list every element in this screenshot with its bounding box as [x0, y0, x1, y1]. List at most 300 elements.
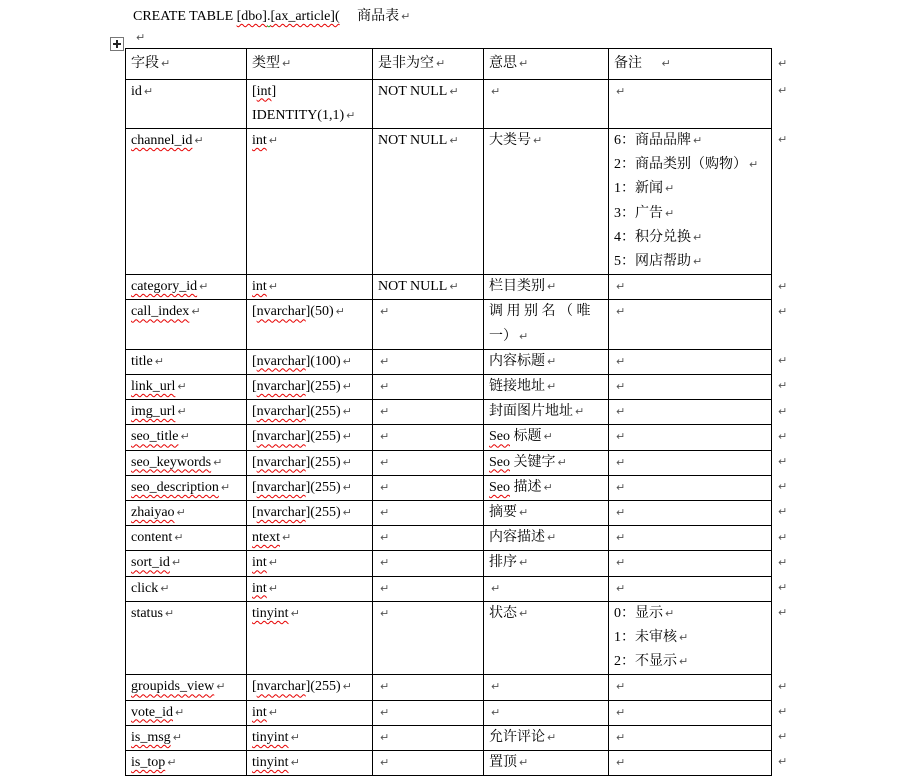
cell-type — [247, 128, 373, 274]
cell-end-mark-icon: ↵ — [491, 84, 501, 98]
table-row — [126, 349, 788, 374]
row-end-mark-icon: ↵ — [778, 530, 788, 544]
cell-end-mark-icon: ↵ — [342, 379, 352, 393]
cell-meaning — [484, 750, 609, 775]
cell-end-mark-icon: ↵ — [547, 730, 557, 744]
cell-paragraph — [614, 577, 766, 601]
row-end-mark-icon: ↵ — [778, 606, 788, 620]
row-end-mark-icon: ↵ — [778, 730, 788, 744]
cell-end-mark-icon: ↵ — [533, 133, 543, 147]
cell-end-mark-icon: ↵ — [342, 430, 352, 444]
cell-meaning — [484, 425, 609, 450]
row-end-mark-icon: ↵ — [778, 429, 788, 443]
header-cell-nullable — [373, 49, 484, 80]
text-segment: int — [256, 83, 272, 99]
cell-paragraph — [489, 726, 603, 750]
cell-paragraph — [614, 602, 766, 626]
cell-paragraph — [378, 350, 478, 374]
row-end-mark — [772, 500, 788, 525]
cell-paragraph — [131, 526, 241, 550]
cell-end-mark-icon: ↵ — [519, 755, 529, 769]
cell-end-mark-icon: ↵ — [519, 556, 529, 570]
cell-paragraph — [252, 577, 367, 601]
row-end-mark — [772, 526, 788, 551]
cell-paragraph — [252, 275, 367, 299]
text-segment: zhaiyao — [131, 504, 175, 520]
row-end-mark-icon: ↵ — [778, 455, 788, 469]
cell-end-mark-icon: ↵ — [268, 581, 278, 595]
table-row — [126, 551, 788, 576]
cell-field — [126, 374, 247, 399]
cell-end-mark-icon: ↵ — [491, 680, 501, 694]
cell-paragraph — [614, 400, 766, 424]
field-definition-table — [125, 48, 788, 776]
header-cell-meaning — [484, 49, 609, 80]
cell-paragraph — [489, 602, 603, 626]
text-segment: nvarchar — [256, 454, 306, 470]
text-segment: 商品表 — [339, 9, 400, 24]
cell-end-mark-icon: ↵ — [290, 755, 300, 769]
text-segment: 1：新闻 — [614, 181, 663, 197]
cell-paragraph — [614, 177, 766, 201]
cell-end-mark-icon: ↵ — [519, 57, 529, 70]
cell-paragraph — [489, 526, 603, 550]
cell-remark — [609, 349, 772, 374]
text-segment: 5：网店帮助 — [614, 253, 691, 269]
text-segment: [ — [252, 479, 257, 495]
cell-end-mark-icon: ↵ — [342, 405, 352, 419]
cell-end-mark-icon: ↵ — [180, 430, 190, 444]
row-end-mark-icon: ↵ — [778, 679, 788, 693]
cell-paragraph — [378, 300, 478, 324]
cell-paragraph — [489, 425, 603, 449]
cell-paragraph — [614, 501, 766, 525]
text-segment: 6：商品品牌 — [614, 132, 691, 148]
cell-end-mark-icon: ↵ — [380, 680, 390, 694]
cell-type — [247, 526, 373, 551]
table-row — [126, 576, 788, 601]
text-segment: 状态 — [489, 605, 517, 621]
cell-end-mark-icon: ↵ — [380, 755, 390, 769]
cell-nullable — [373, 450, 484, 475]
cell-paragraph — [252, 701, 367, 725]
row-end-mark — [772, 601, 788, 675]
cell-end-mark-icon: ↵ — [380, 430, 390, 444]
row-end-mark — [772, 374, 788, 399]
cell-paragraph — [378, 425, 478, 449]
text-segment: tinyint — [252, 729, 289, 745]
cell-meaning — [484, 576, 609, 601]
cell-paragraph — [131, 425, 241, 449]
cell-paragraph — [614, 226, 766, 250]
cell-paragraph — [378, 701, 478, 725]
cell-end-mark-icon: ↵ — [616, 84, 626, 98]
cell-paragraph — [131, 375, 241, 399]
cell-end-mark-icon: ↵ — [220, 480, 231, 494]
text-segment: [ — [252, 429, 257, 445]
paragraph-mark-icon — [134, 28, 145, 46]
text-segment: channel_id — [131, 132, 193, 148]
table-row — [126, 526, 788, 551]
cell-remark — [609, 128, 772, 274]
text-segment: ](255) — [305, 454, 341, 470]
cell-paragraph — [614, 202, 766, 226]
cell-remark — [609, 601, 772, 675]
text-segment: 大类号 — [489, 132, 531, 148]
text-segment: seo_description — [131, 479, 219, 495]
cell-end-mark-icon: ↵ — [175, 705, 185, 719]
table-row — [126, 700, 788, 725]
cell-end-mark-icon: ↵ — [380, 505, 390, 519]
cell-type — [247, 725, 373, 750]
cell-paragraph — [378, 602, 478, 626]
text-segment: Seo — [489, 479, 510, 495]
cell-paragraph — [378, 451, 478, 475]
text-segment: groupids_view — [131, 679, 215, 695]
cell-end-mark-icon: ↵ — [661, 57, 671, 70]
text-segment: [ — [252, 378, 257, 394]
cell-type — [247, 300, 373, 349]
cell-end-mark-icon: ↵ — [290, 730, 300, 744]
cell-remark — [609, 700, 772, 725]
cell-paragraph — [489, 350, 603, 374]
cell-end-mark-icon: ↵ — [616, 354, 626, 368]
cell-end-mark-icon: ↵ — [380, 531, 390, 545]
cell-end-mark-icon: ↵ — [335, 305, 345, 319]
cell-paragraph — [131, 675, 241, 699]
text-segment: [ — [252, 404, 257, 420]
row-end-mark-icon: ↵ — [778, 279, 788, 293]
text-segment: ](50) — [305, 304, 334, 320]
cell-paragraph — [131, 350, 241, 374]
table-row — [126, 425, 788, 450]
cell-end-mark-icon: ↵ — [342, 354, 352, 368]
cell-end-mark-icon: ↵ — [167, 755, 177, 769]
cell-end-mark-icon: ↵ — [177, 405, 187, 419]
cell-end-mark-icon: ↵ — [547, 354, 557, 368]
cell-field — [126, 576, 247, 601]
row-end-mark — [772, 300, 788, 349]
table-row — [126, 275, 788, 300]
cell-end-mark-icon: ↵ — [547, 531, 557, 545]
cell-end-mark-icon: ↵ — [380, 480, 390, 494]
cell-end-mark-icon: ↵ — [174, 531, 184, 545]
cell-field — [126, 79, 247, 128]
cell-remark — [609, 675, 772, 700]
cell-end-mark-icon: ↵ — [491, 705, 501, 719]
table-row — [126, 601, 788, 675]
cell-end-mark-icon: ↵ — [154, 354, 164, 368]
text-segment: [ — [252, 83, 257, 99]
cell-paragraph — [378, 400, 478, 424]
text-segment: 2：不显示 — [614, 654, 677, 670]
row-end-mark-icon: ↵ — [778, 404, 788, 418]
row-end-mark — [772, 349, 788, 374]
cell-paragraph — [614, 153, 766, 177]
text-segment: ](255) — [305, 429, 341, 445]
row-end-mark-icon: ↵ — [778, 755, 788, 769]
cell-type — [247, 500, 373, 525]
text-segment: seo_keywords — [131, 454, 212, 470]
text-segment: 关键字 — [510, 454, 556, 470]
cell-remark — [609, 300, 772, 349]
cell-nullable — [373, 79, 484, 128]
row-end-mark — [772, 475, 788, 500]
cell-paragraph — [252, 300, 367, 324]
cell-field — [126, 425, 247, 450]
cell-paragraph — [614, 250, 766, 274]
cell-paragraph — [614, 129, 766, 153]
cell-field — [126, 700, 247, 725]
cell-paragraph — [614, 425, 766, 449]
cell-paragraph — [378, 49, 478, 79]
text-segment: 标题 — [510, 429, 542, 445]
cell-nullable — [373, 576, 484, 601]
text-segment: 是非为空 — [378, 56, 434, 71]
text-segment: ](100) — [305, 353, 341, 369]
cell-end-mark-icon: ↵ — [268, 705, 278, 719]
cell-end-mark-icon: ↵ — [282, 57, 292, 70]
cell-nullable — [373, 551, 484, 576]
cell-meaning — [484, 601, 609, 675]
text-segment: [dbo] — [236, 9, 267, 24]
row-end-mark-icon: ↵ — [778, 133, 788, 147]
cell-end-mark-icon: ↵ — [616, 531, 626, 545]
cell-paragraph — [252, 80, 367, 128]
text-segment: link_url — [131, 378, 176, 394]
text-segment: [ — [252, 679, 257, 695]
cell-field — [126, 450, 247, 475]
text-segment: CREATE TABLE — [133, 9, 237, 24]
cell-field — [126, 400, 247, 425]
cell-remark — [609, 551, 772, 576]
text-segment: ](255) — [305, 479, 341, 495]
cell-paragraph — [131, 602, 241, 626]
cell-paragraph — [489, 129, 603, 153]
cell-remark — [609, 475, 772, 500]
cell-nullable — [373, 425, 484, 450]
cell-nullable — [373, 475, 484, 500]
cell-nullable — [373, 374, 484, 399]
cell-field — [126, 750, 247, 775]
cell-end-mark-icon: ↵ — [191, 305, 201, 319]
cell-remark — [609, 576, 772, 601]
cell-end-mark-icon: ↵ — [268, 133, 278, 147]
text-segment: is_top — [131, 754, 166, 770]
cell-paragraph — [614, 650, 766, 674]
cell-paragraph — [378, 675, 478, 699]
table-row — [126, 500, 788, 525]
text-segment: 3：广告 — [614, 205, 663, 221]
cell-paragraph — [489, 300, 603, 348]
cell-end-mark-icon: ↵ — [161, 57, 171, 70]
cell-meaning — [484, 500, 609, 525]
cell-paragraph — [489, 551, 603, 575]
cell-end-mark-icon: ↵ — [693, 230, 703, 244]
cell-end-mark-icon: ↵ — [213, 455, 223, 469]
text-segment: int — [252, 132, 267, 148]
row-end-mark — [772, 128, 788, 274]
cell-field — [126, 500, 247, 525]
text-segment: 字段 — [131, 56, 159, 71]
cell-end-mark-icon: ↵ — [616, 505, 626, 519]
table-move-handle-icon[interactable] — [110, 37, 124, 51]
cell-paragraph — [614, 49, 766, 79]
cell-paragraph — [131, 129, 241, 153]
cell-paragraph — [614, 80, 766, 104]
cell-field — [126, 475, 247, 500]
cell-field — [126, 675, 247, 700]
cell-remark — [609, 400, 772, 425]
text-segment: ](255) — [305, 679, 341, 695]
text-segment: 栏目类别 — [489, 279, 545, 295]
cell-end-mark-icon: ↵ — [290, 606, 300, 620]
cell-remark — [609, 374, 772, 399]
text-segment: . — [266, 9, 271, 24]
table-row — [126, 300, 788, 349]
row-end-mark — [772, 700, 788, 725]
cell-paragraph — [489, 375, 603, 399]
cell-nullable — [373, 675, 484, 700]
cell-paragraph — [131, 726, 241, 750]
cell-nullable — [373, 601, 484, 675]
table-row — [126, 450, 788, 475]
cell-paragraph — [252, 350, 367, 374]
cell-meaning — [484, 275, 609, 300]
move-cross-icon — [116, 40, 118, 48]
row-end-mark — [772, 79, 788, 128]
cell-type — [247, 576, 373, 601]
text-segment: int — [252, 704, 267, 720]
table-row — [126, 128, 788, 274]
cell-end-mark-icon: ↵ — [547, 280, 557, 294]
cell-end-mark-icon: ↵ — [449, 84, 459, 98]
cell-end-mark-icon: ↵ — [616, 705, 626, 719]
cell-paragraph — [131, 400, 241, 424]
text-segment: int — [252, 580, 267, 596]
cell-remark — [609, 450, 772, 475]
cell-paragraph — [489, 577, 603, 601]
text-segment: seo_title — [131, 429, 179, 445]
cell-end-mark-icon: ↵ — [380, 354, 390, 368]
cell-paragraph — [131, 300, 241, 324]
cell-paragraph — [252, 751, 367, 775]
cell-field — [126, 526, 247, 551]
cell-end-mark-icon: ↵ — [380, 705, 390, 719]
cell-remark — [609, 750, 772, 775]
text-segment: nvarchar — [256, 353, 306, 369]
cell-remark — [609, 425, 772, 450]
cell-remark — [609, 500, 772, 525]
text-segment: tinyint — [252, 754, 289, 770]
cell-end-mark-icon: ↵ — [342, 505, 352, 519]
table-row — [126, 400, 788, 425]
cell-type — [247, 700, 373, 725]
cell-paragraph — [252, 375, 367, 399]
cell-nullable — [373, 526, 484, 551]
header-cell-field — [126, 49, 247, 80]
cell-end-mark-icon: ↵ — [616, 405, 626, 419]
text-segment: ](255) — [305, 504, 341, 520]
row-end-mark — [772, 450, 788, 475]
cell-end-mark-icon: ↵ — [380, 379, 390, 393]
table-row — [126, 79, 788, 128]
cell-end-mark-icon: ↵ — [519, 606, 529, 620]
table-row — [126, 374, 788, 399]
text-segment: img_url — [131, 404, 176, 420]
cell-end-mark-icon: ↵ — [575, 405, 585, 419]
cell-paragraph — [489, 49, 603, 79]
cell-end-mark-icon: ↵ — [693, 254, 703, 268]
cell-end-mark-icon: ↵ — [665, 206, 675, 220]
row-end-mark — [772, 750, 788, 775]
text-segment: vote_id — [131, 704, 173, 720]
cell-paragraph — [489, 501, 603, 525]
text-segment: NOT NULL — [378, 279, 448, 295]
cell-end-mark-icon: ↵ — [749, 158, 759, 172]
text-segment: sort_id — [131, 555, 170, 571]
cell-end-mark-icon: ↵ — [143, 84, 154, 98]
cell-paragraph — [614, 476, 766, 500]
text-segment: Seo — [489, 454, 510, 470]
cell-paragraph — [489, 80, 603, 104]
text-segment: 类型 — [252, 56, 280, 71]
cell-paragraph — [614, 451, 766, 475]
cell-end-mark-icon: ↵ — [616, 556, 626, 570]
cell-paragraph — [131, 80, 241, 104]
row-end-mark — [772, 551, 788, 576]
row-end-mark — [772, 675, 788, 700]
cell-paragraph — [131, 751, 241, 775]
cell-end-mark-icon: ↵ — [171, 556, 182, 570]
cell-nullable — [373, 500, 484, 525]
text-segment: tinyint — [252, 605, 289, 621]
cell-paragraph — [252, 451, 367, 475]
cell-type — [247, 675, 373, 700]
cell-end-mark-icon: ↵ — [194, 133, 204, 147]
text-segment: [ — [252, 504, 257, 520]
cell-paragraph — [252, 476, 367, 500]
row-end-mark — [772, 576, 788, 601]
cell-field — [126, 275, 247, 300]
cell-end-mark-icon: ↵ — [543, 430, 553, 444]
paragraph-mark-icon: ↵ — [401, 10, 411, 23]
cell-end-mark-icon: ↵ — [616, 379, 626, 393]
cell-end-mark-icon: ↵ — [616, 581, 626, 595]
cell-end-mark-icon: ↵ — [268, 556, 278, 570]
text-segment: nvarchar — [256, 429, 306, 445]
row-end-mark-icon: ↵ — [778, 480, 788, 494]
cell-paragraph — [131, 577, 241, 601]
cell-nullable — [373, 349, 484, 374]
cell-meaning — [484, 374, 609, 399]
cell-end-mark-icon: ↵ — [282, 531, 292, 545]
cell-meaning — [484, 400, 609, 425]
text-segment: title — [131, 353, 153, 369]
cell-paragraph — [489, 675, 603, 699]
header-cell-type — [247, 49, 373, 80]
text-segment: NOT NULL — [378, 132, 448, 148]
text-segment: [ — [252, 454, 257, 470]
row-end-mark-icon: ↵ — [778, 84, 788, 97]
cell-meaning — [484, 128, 609, 274]
cell-field — [126, 300, 247, 349]
cell-end-mark-icon: ↵ — [543, 480, 553, 494]
text-segment: category_id — [131, 279, 198, 295]
text-segment: is_msg — [131, 729, 171, 745]
text-segment: 排序 — [489, 555, 517, 571]
cell-remark — [609, 725, 772, 750]
